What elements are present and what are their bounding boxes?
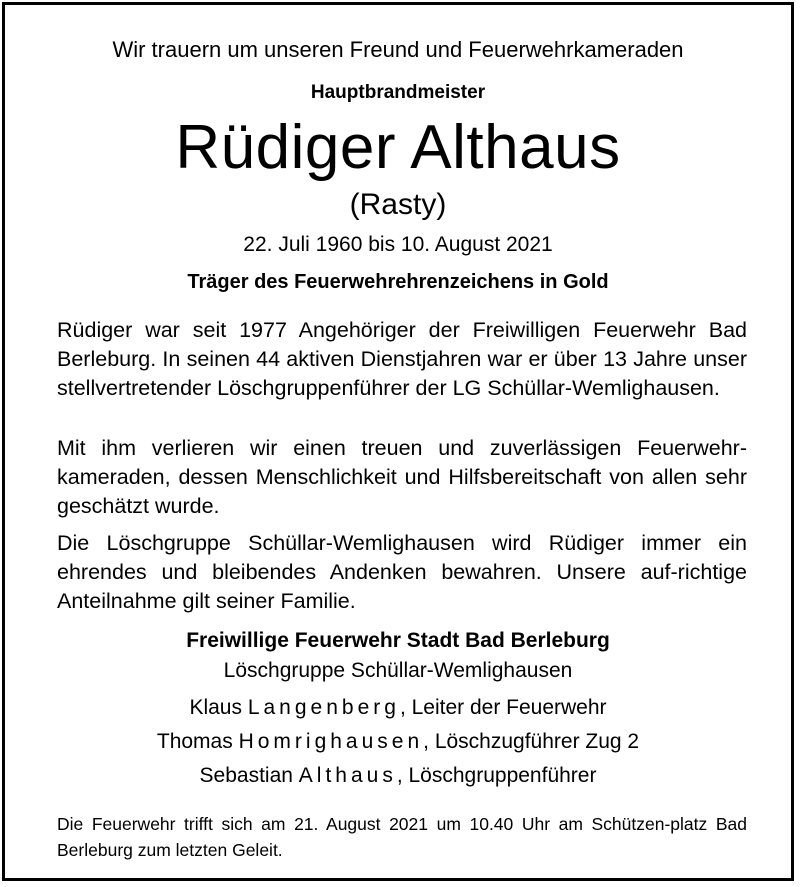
- signatory-line: [5, 696, 791, 720]
- paragraph-service: Rüdiger war seit 1977 Angehöriger der Freiwilligen Feuerwehr Bad Berleburg. In seinen 44 aktiven Dienstjahren war er über 13 Jahre unser stellvertretender Löschgruppenführer der LG Schüllar-Wemlighausen.: [57, 318, 747, 400]
- signatory-first-name: Klaus: [189, 696, 242, 719]
- signatory-role: , Löschgruppenführer: [396, 764, 597, 787]
- signatory-last-name: Althaus: [298, 764, 397, 787]
- paragraph-remembrance: Die Löschgruppe Schüllar-Wemlighausen wird Rüdiger immer ein ehrendes und bleibendes Andenken bewahren. Unsere auf-richtige Anteilnahme gilt seiner Familie.: [57, 531, 747, 613]
- paragraph-tribute: Mit ihm verlieren wir einen treuen und zuverlässigen Feuerwehr-kameraden, dessen Menschlichkeit und Hilfsbereitschaft von allen sehr geschätzt wurde.: [57, 436, 747, 518]
- signatory-line: [5, 730, 791, 754]
- deceased-name: Rüdiger Althaus: [175, 113, 621, 182]
- signatory-first-name: Thomas: [156, 730, 233, 753]
- signatory-last-name: Langenberg: [247, 696, 400, 719]
- nickname: (Rasty): [349, 188, 447, 221]
- obituary-notice: [2, 2, 794, 881]
- award-text: Träger des Feuerwehrehrenzeichens in Gold: [187, 271, 609, 293]
- intro-text: Wir trauern um unseren Freund und Feuerwehrkameraden: [112, 37, 684, 62]
- organization-name: Freiwillige Feuerwehr Stadt Bad Berleburg: [186, 629, 610, 652]
- signatory-line: [5, 764, 791, 788]
- signatory-last-name: Homrighausen: [238, 730, 424, 753]
- signatory-role: , Leiter der Feuerwehr: [399, 696, 607, 719]
- signatory-first-name: Sebastian: [199, 764, 293, 787]
- rank-title: Hauptbrandmeister: [310, 82, 486, 103]
- signatory-role: , Löschzugführer Zug 2: [423, 730, 640, 753]
- unit-name: Löschgruppe Schüllar-Wemlighausen: [223, 659, 573, 682]
- life-dates: 22. Juli 1960 bis 10. August 2021: [243, 233, 553, 256]
- funeral-notice: Die Feuerwehr trifft sich am 21. August 2021 um 10.40 Uhr am Schützen-platz Bad Berleburg zum letzten Geleit.: [57, 814, 747, 860]
